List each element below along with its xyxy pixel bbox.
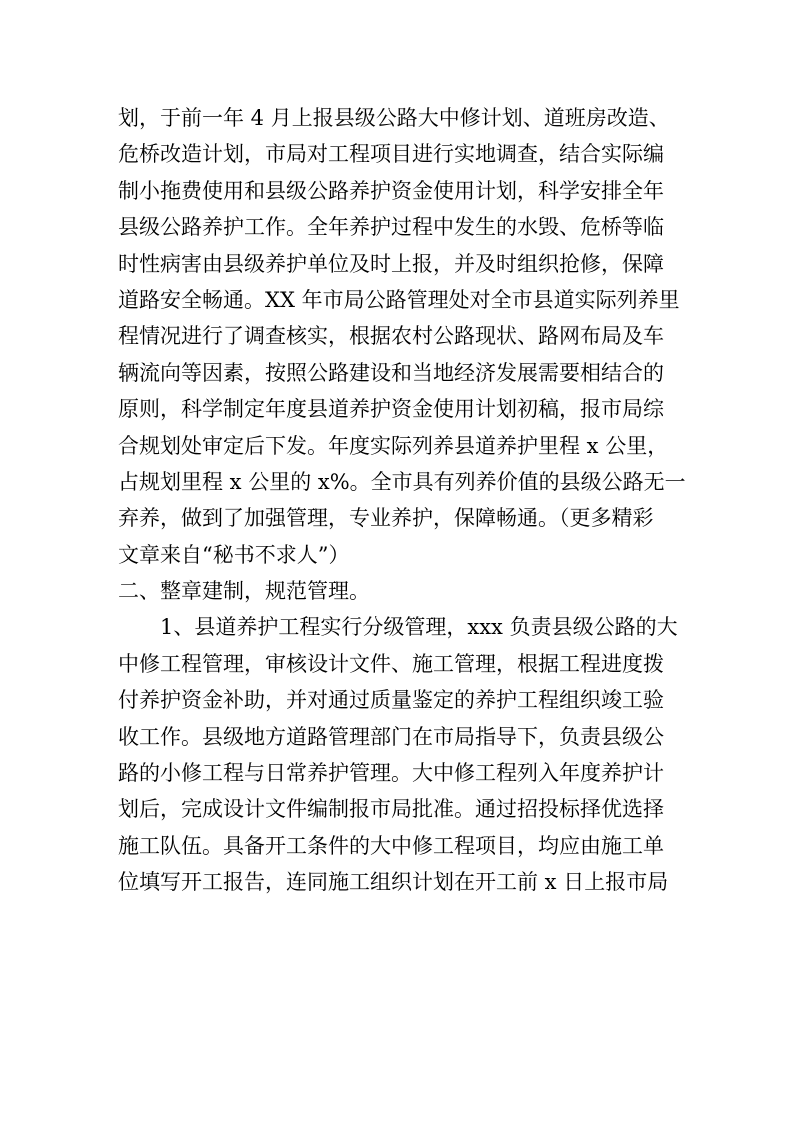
body-line: 时性病害由县级养护单位及时上报，并及时组织抢修，保障 (118, 251, 664, 276)
section-heading: 二、整章建制，规范管理。 (118, 579, 370, 604)
body-line: 文章来自“秘书不求人”） (118, 542, 350, 567)
body-line: 制小拖费使用和县级公路养护资金使用计划，科学安排全年 (118, 178, 664, 203)
body-line: 辆流向等因素，按照公路建设和当地经济发展需要相结合的 (118, 360, 664, 385)
body-line: 占规划里程 x 公里的 x%。全市具有列养价值的县级公路无一 (118, 469, 686, 494)
body-line: 位填写开工报告，连同施工组织计划在开工前 x 日上报市局 (118, 870, 669, 895)
body-line: 程情况进行了调查核实，根据农村公路现状、路网布局及车 (118, 324, 664, 349)
body-line: 施工队伍。具备开工条件的大中修工程项目，均应由施工单 (118, 833, 664, 858)
body-line: 中修工程管理，审核设计文件、施工管理，根据工程进度拨 (118, 651, 664, 676)
body-line: 划后，完成设计文件编制报市局批准。通过招投标择优选择 (118, 797, 664, 822)
paragraph-first-line: 1、县道养护工程实行分级管理，xxx 负责县级公路的大 (160, 615, 678, 640)
body-line: 危桥改造计划，市局对工程项目进行实地调查，结合实际编 (118, 142, 664, 167)
document-body (118, 100, 688, 901)
body-line: 道路安全畅通。XX 年市局公路管理处对全市县道实际列养里 (118, 287, 680, 312)
body-line: 路的小修工程与日常养护管理。大中修工程列入年度养护计 (118, 761, 664, 786)
body-line: 原则，科学制定年度县道养护资金使用计划初稿，报市局综 (118, 397, 664, 422)
body-line: 收工作。县级地方道路管理部门在市局指导下，负责县级公 (118, 724, 664, 749)
body-line: 付养护资金补助，并对通过质量鉴定的养护工程组织竣工验 (118, 688, 664, 713)
body-line: 弃养，做到了加强管理，专业养护，保障畅通。（更多精彩 (118, 506, 654, 531)
body-line: 县级公路养护工作。全年养护过程中发生的水毁、危桥等临 (118, 215, 664, 240)
body-line: 划，于前一年 4 月上报县级公路大中修计划、道班房改造、 (118, 106, 670, 130)
body-line: 合规划处审定后下发。年度实际列养县道养护里程 x 公里， (118, 433, 669, 458)
